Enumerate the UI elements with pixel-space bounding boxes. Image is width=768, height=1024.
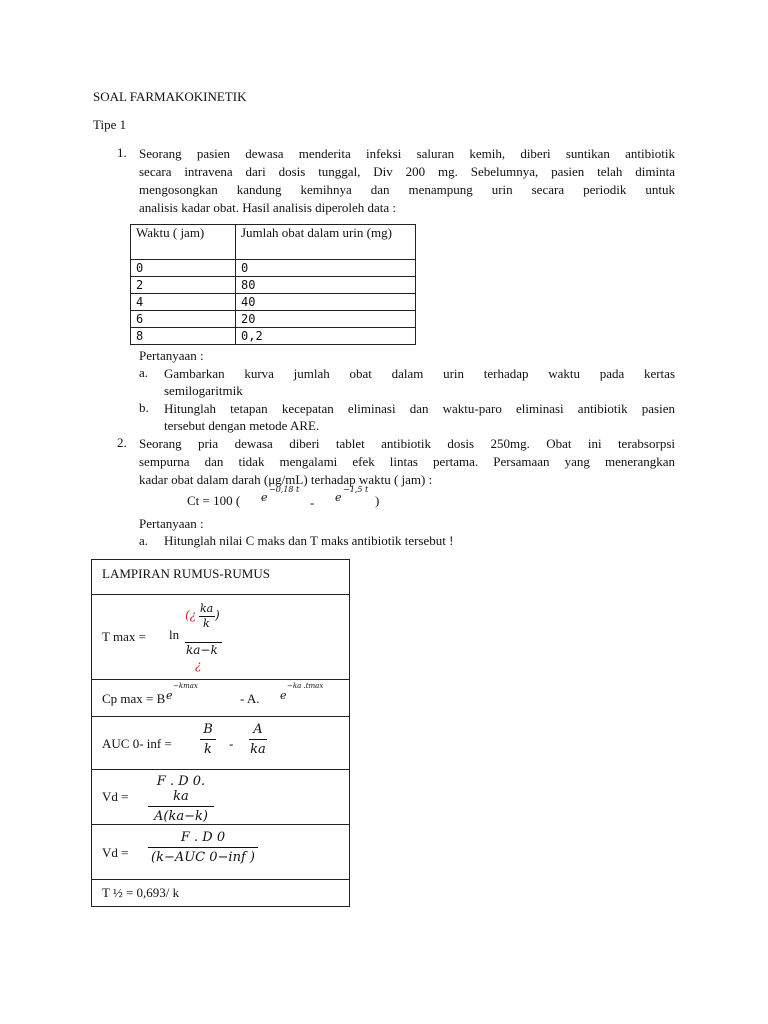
type-label: Tipe 1 — [93, 117, 127, 132]
tmax-ln: ln — [169, 627, 180, 642]
q2-line: kadar obat dalam darah (μg/mL) terhadap waktu ( jam) : — [139, 472, 433, 487]
vd1-fraction — [148, 774, 214, 824]
vd1-denominator: A(ka−k) — [154, 809, 208, 824]
auc-num-2: A — [253, 722, 263, 737]
cpmax-e-base-2: e — [280, 689, 287, 702]
q2-text — [139, 435, 675, 489]
vd2-denominator: (k−AUC 0−inf ) — [151, 850, 255, 865]
auc-bar-2 — [249, 739, 267, 740]
q1-line: secara intravena dari dosis tunggal, Div 200 mg. Sebelumnya, pasien telah diminta — [139, 164, 675, 179]
q1-line: analisis kadar obat. Hasil analisis diperoleh data : — [139, 200, 397, 215]
q1-b-letter: b. — [139, 400, 149, 415]
formula-appendix-box — [91, 559, 350, 907]
cell-amount: 80 — [236, 277, 416, 294]
q1-number: 1. — [117, 145, 127, 160]
q1-b-line: Hitunglah tetapan kecepatan eliminasi dan waktu-paro eliminasi antibiotik pasien — [164, 401, 675, 416]
q1-line: Seorang pasien dewasa menderita infeksi saluran kemih, diberi suntikan antibiotik — [139, 146, 675, 161]
cell-time: 4 — [131, 294, 236, 311]
cpmax-exponent-2: −ka .tmax — [287, 682, 324, 690]
column-header-amount: Jumlah obat dalam urin (mg) — [236, 225, 416, 260]
table-row — [131, 294, 416, 311]
cell-time: 2 — [131, 277, 236, 294]
formula-auc-row — [92, 716, 349, 769]
auc-den-2: ka — [250, 742, 266, 757]
vd2-label: Vd = — [102, 845, 129, 860]
ct-exponent-2: −1,5 t — [343, 485, 369, 494]
cpmax-e-base-1: e — [166, 689, 173, 702]
cpmax-mid: - A. — [240, 691, 260, 706]
ct-e-base-2: e — [335, 491, 342, 504]
q1-line: mengosongkan kandung kemihnya dan menampung urin secara periodik untuk — [139, 182, 675, 197]
auc-minus: - — [229, 736, 234, 751]
vd1-bar — [148, 806, 214, 807]
q1-a-letter: a. — [139, 365, 149, 380]
ct-exponent-1: −0,18 t — [269, 485, 300, 494]
vd1-numerator: F . D 0. ka — [156, 774, 206, 804]
auc-den-1: k — [204, 742, 212, 757]
ct-equation-prefix: Ct = 100 ( — [187, 493, 241, 508]
tmax-red-mark: ¿ — [195, 658, 202, 672]
tmax-open-paren: (¿ — [185, 608, 197, 622]
formula-header: LAMPIRAN RUMUS-RUMUS — [102, 566, 270, 581]
vd2-fraction — [148, 830, 258, 865]
ct-e-base-1: e — [261, 491, 268, 504]
cell-time: 0 — [131, 260, 236, 277]
auc-fraction-2 — [249, 722, 267, 757]
cpmax-label: Cp max = B — [102, 691, 166, 706]
cell-amount: 40 — [236, 294, 416, 311]
ct-equation-suffix: ) — [375, 493, 380, 508]
q1-a-line: Gambarkan kurva jumlah obat dalam urin terhadap waktu pada kertas — [164, 366, 675, 381]
cell-amount: 20 — [236, 311, 416, 328]
auc-fraction-1 — [200, 722, 216, 757]
formula-cpmax-row — [92, 679, 349, 716]
formula-tmax-row — [92, 594, 349, 679]
cell-amount: 0,2 — [236, 328, 416, 345]
urine-data-table — [130, 224, 416, 345]
q1-a-line: semilogaritmik — [164, 383, 243, 398]
auc-num-1: B — [203, 722, 213, 737]
table-header-row — [131, 225, 416, 260]
q2-a-letter: a. — [139, 533, 149, 548]
vd1-label: Vd = — [102, 789, 129, 804]
column-header-time: Waktu ( jam) — [131, 225, 236, 260]
vd2-bar — [148, 847, 258, 848]
q1-b-text — [164, 400, 675, 434]
formula-vd2-row — [92, 824, 349, 879]
tmax-k: k — [203, 617, 210, 630]
table-row — [131, 328, 416, 345]
table-row — [131, 311, 416, 328]
tmax-close-paren: ) — [215, 608, 220, 622]
table-row — [131, 260, 416, 277]
tmax-ka: ka — [200, 602, 214, 615]
formula-vd1-row — [92, 769, 349, 824]
q2-number: 2. — [117, 435, 127, 450]
q2-line: sempurna dan tidak mengalami efek lintas pertama. Persamaan yang menerangkan — [139, 454, 675, 469]
page-title: SOAL FARMAKOKINETIK — [93, 89, 247, 104]
ct-minus: - — [310, 495, 315, 510]
thalf-formula: T ½ = 0,693/ k — [102, 885, 180, 900]
cpmax-exponent-1: −kmax — [173, 682, 198, 690]
q2-questions-label: Pertanyaan : — [139, 516, 204, 531]
q1-b-line: tersebut dengan metode ARE. — [164, 418, 320, 433]
cell-amount: 0 — [236, 260, 416, 277]
table-row — [131, 277, 416, 294]
q1-text — [139, 145, 675, 217]
q2-a-text: Hitunglah nilai C maks dan T maks antibiotik tersebut ! — [164, 533, 454, 548]
tmax-denominator: ka−k — [186, 643, 218, 657]
cell-time: 8 — [131, 328, 236, 345]
cell-time: 6 — [131, 311, 236, 328]
q2-line: Seorang pria dewasa diberi tablet antibiotik dosis 250mg. Obat ini terabsorpsi — [139, 436, 675, 451]
vd2-numerator: F . D 0 — [180, 830, 226, 845]
q1-a-text — [164, 365, 675, 399]
formula-header-row — [92, 560, 349, 594]
q1-questions-label: Pertanyaan : — [139, 348, 204, 363]
auc-bar-1 — [200, 739, 216, 740]
formula-thalf-row — [92, 879, 349, 906]
auc-label: AUC 0- inf = — [102, 736, 172, 751]
tmax-label: T max = — [102, 629, 146, 644]
